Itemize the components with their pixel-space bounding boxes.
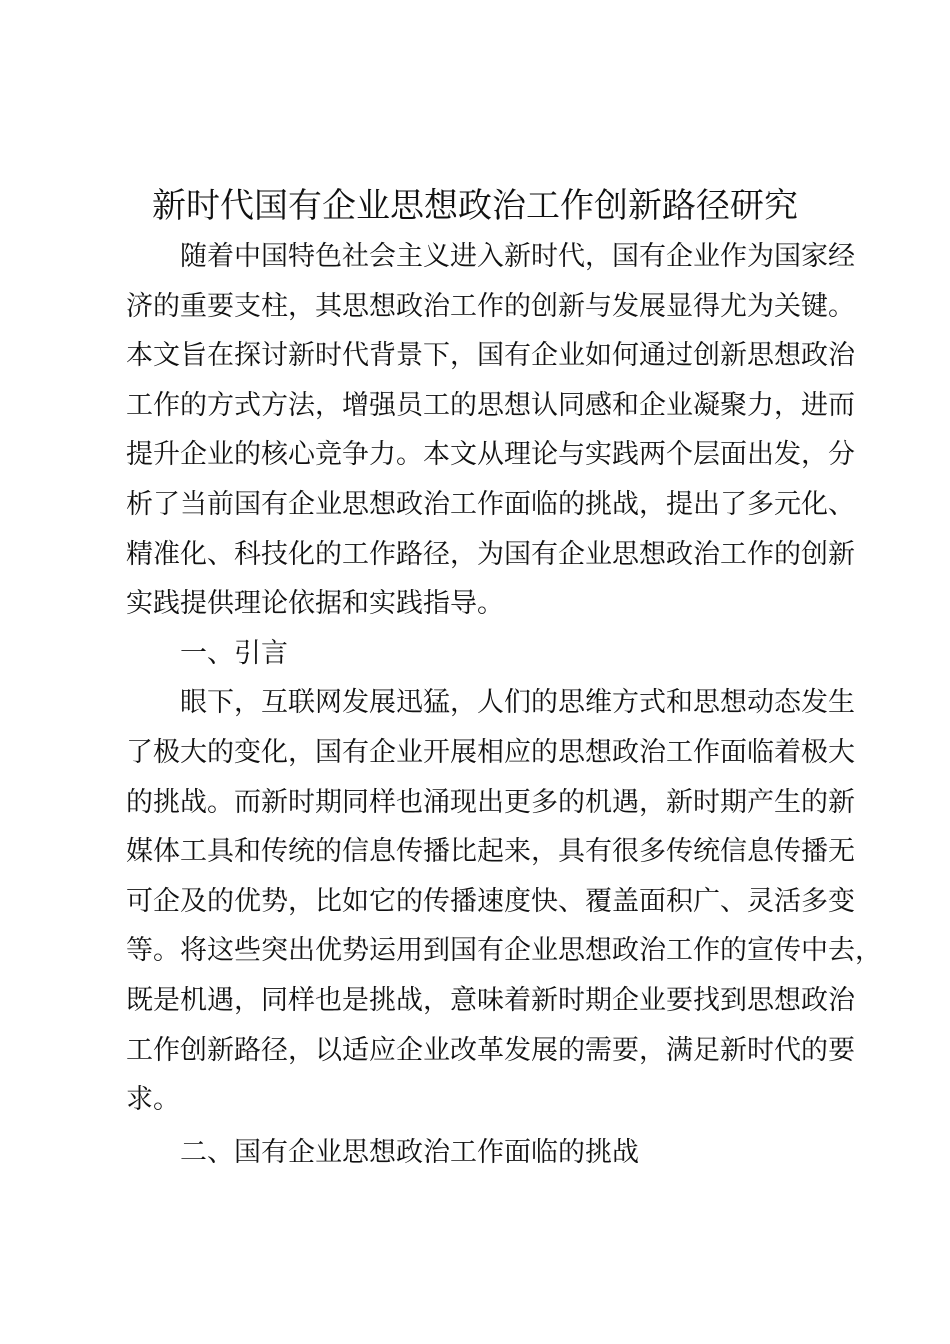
section-one-line: 媒体工具和传统的信息传播比起来，具有很多传统信息传播无 xyxy=(126,836,855,868)
abstract-line: 析了当前国有企业思想政治工作面临的挑战，提出了多元化、 xyxy=(126,488,855,520)
section-one-line: 工作创新路径，以适应企业改革发展的需要，满足新时代的要 xyxy=(126,1034,855,1066)
abstract-line: 提升企业的核心竞争力。本文从理论与实践两个层面出发，分 xyxy=(126,439,855,471)
section-one-line: 可企及的优势，比如它的传播速度快、覆盖面积广、灵活多变 xyxy=(126,885,855,917)
section-one-line: 既是机遇，同样也是挑战，意味着新时期企业要找到思想政治 xyxy=(126,984,855,1016)
section-one-line: 眼下，互联网发展迅猛，人们的思维方式和思想动态发生 xyxy=(180,687,855,719)
abstract-line: 工作的方式方法，增强员工的思想认同感和企业凝聚力，进而 xyxy=(126,389,855,421)
abstract-line: 精准化、科技化的工作路径，为国有企业思想政治工作的创新 xyxy=(126,538,855,570)
document-title: 新时代国有企业思想政治工作创新路径研究 xyxy=(152,186,798,226)
section-one-line: 等。将这些突出优势运用到国有企业思想政治工作的宣传中去， xyxy=(126,935,882,967)
abstract-line: 实践提供理论依据和实践指导。 xyxy=(126,588,504,620)
section-heading: 一、引言 xyxy=(180,637,288,669)
section-one-line: 的挑战。而新时期同样也涌现出更多的机遇，新时期产生的新 xyxy=(126,786,855,818)
section-heading: 二、国有企业思想政治工作面临的挑战 xyxy=(180,1137,639,1168)
abstract-line: 济的重要支柱，其思想政治工作的创新与发展显得尤为关键。 xyxy=(126,290,855,322)
section-one-line: 了极大的变化，国有企业开展相应的思想政治工作面临着极大 xyxy=(126,736,855,768)
document-body xyxy=(126,232,882,1125)
abstract-line: 随着中国特色社会主义进入新时代，国有企业作为国家经 xyxy=(180,241,855,272)
section-one-line: 求。 xyxy=(126,1084,180,1116)
abstract-line: 本文旨在探讨新时代背景下，国有企业如何通过创新思想政治 xyxy=(126,340,855,372)
